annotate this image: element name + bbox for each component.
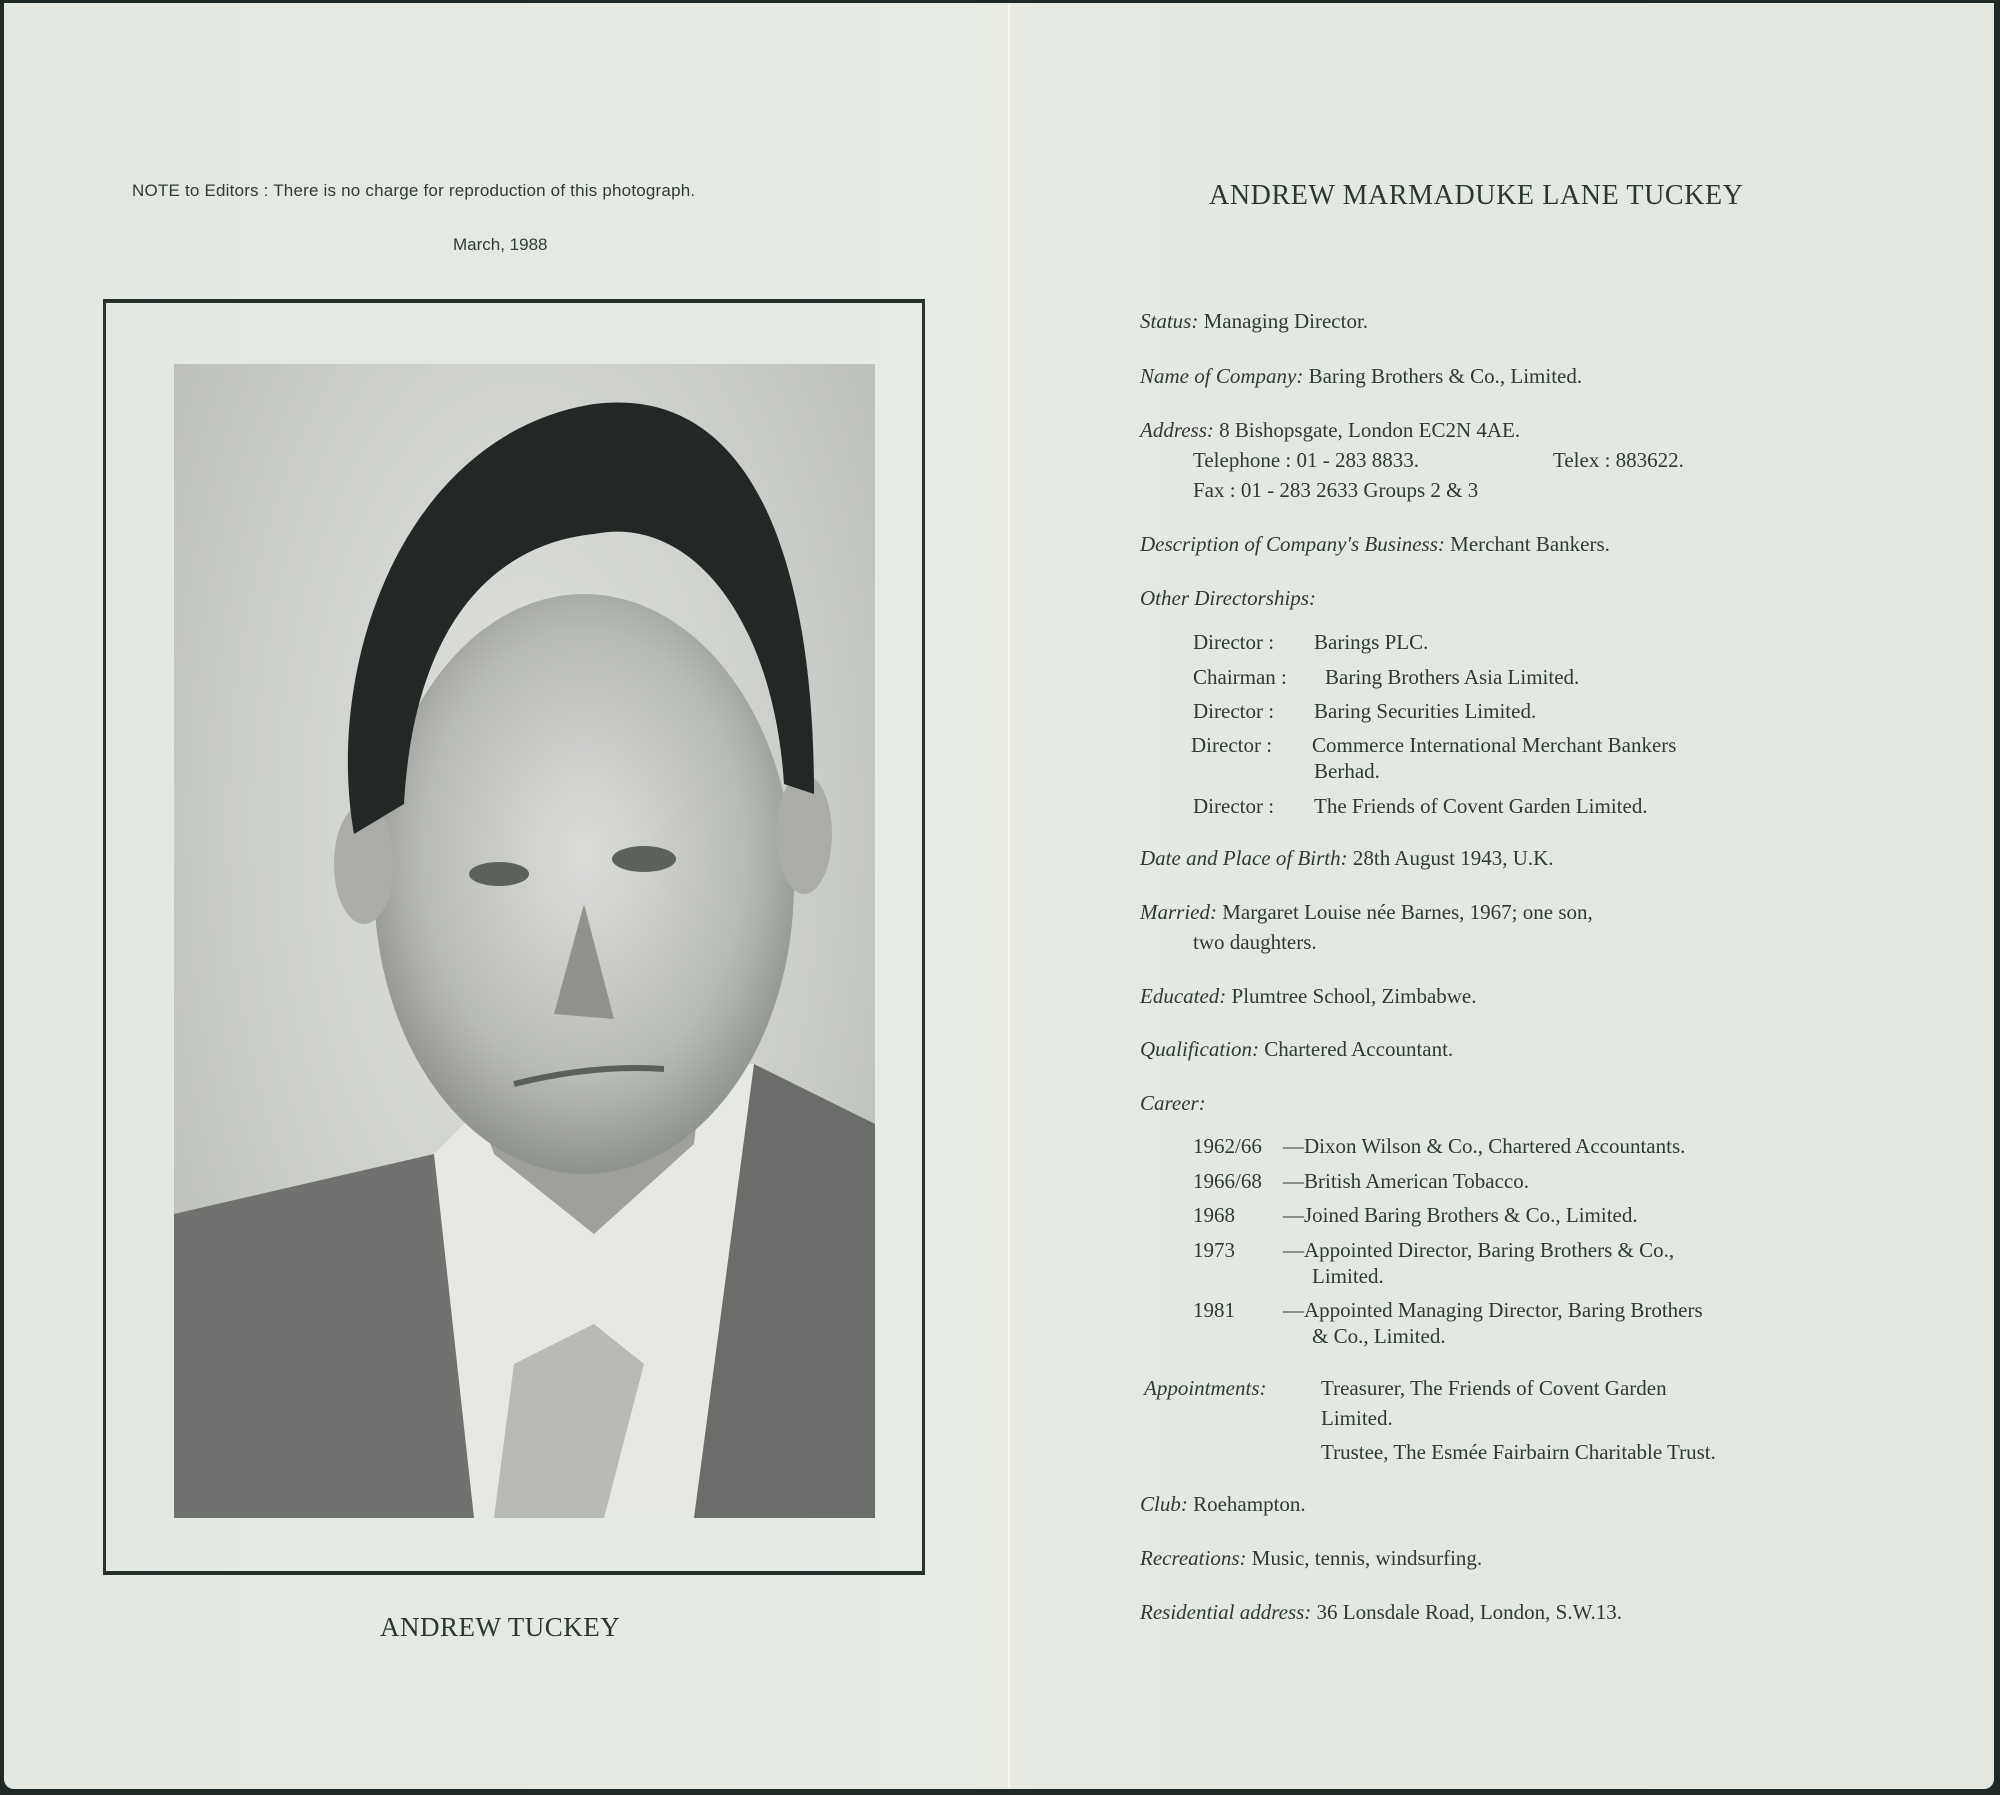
- residential-label: Residential address:: [1140, 1600, 1312, 1624]
- career-text: —Dixon Wilson & Co., Chartered Accountants.: [1283, 1134, 1686, 1158]
- career-text-cont: & Co., Limited.: [1312, 1324, 1446, 1348]
- career-text: —Joined Baring Brothers & Co., Limited.: [1283, 1203, 1638, 1227]
- address-label: Address:: [1140, 418, 1214, 442]
- status-row: [1140, 309, 1368, 334]
- educated-label: Educated:: [1140, 984, 1227, 1008]
- residential-value: 36 Lonsdale Road, London, S.W.13.: [1311, 1600, 1622, 1624]
- residential-row: [1140, 1600, 1622, 1625]
- photo-caption: ANDREW TUCKEY: [380, 1612, 621, 1642]
- directorship-org: The Friends of Covent Garden Limited.: [1314, 794, 1648, 818]
- business-value: Merchant Bankers.: [1444, 532, 1610, 556]
- appointment-item: Trustee, The Esmée Fairbairn Charitable Trust.: [1321, 1440, 1716, 1464]
- married-row: [1140, 900, 1593, 925]
- married-value-cont: two daughters.: [1193, 930, 1317, 954]
- company-value: Baring Brothers & Co., Limited.: [1303, 364, 1583, 388]
- recreations-label: Recreations:: [1140, 1546, 1247, 1570]
- club-label: Club:: [1140, 1492, 1188, 1516]
- qualification-label: Qualification:: [1140, 1037, 1259, 1061]
- center-fold: [1008, 3, 1010, 1789]
- career-years: 1968: [1193, 1203, 1235, 1227]
- directorship-org: Baring Securities Limited.: [1314, 699, 1537, 723]
- directorship-org: Barings PLC.: [1314, 630, 1429, 654]
- birth-value: 28th August 1943, U.K.: [1347, 846, 1554, 870]
- company-label: Name of Company:: [1140, 364, 1304, 388]
- educated-row: [1140, 984, 1477, 1009]
- biography-title: ANDREW MARMADUKE LANE TUCKEY: [1209, 180, 1744, 211]
- release-date: March, 1988: [453, 235, 548, 254]
- directorships-label: Other Directorships:: [1140, 586, 1316, 610]
- career-years: 1966/68: [1193, 1169, 1262, 1193]
- career-text: —Appointed Director, Baring Brothers & Co.,: [1283, 1238, 1675, 1262]
- directorship-org: Commerce International Merchant Bankers: [1312, 733, 1677, 757]
- appointments-label: Appointments:: [1144, 1376, 1267, 1400]
- directorship-org: Baring Brothers Asia Limited.: [1325, 665, 1580, 689]
- telephone: Telephone : 01 - 283 8833.: [1193, 448, 1419, 472]
- career-text-cont: Limited.: [1312, 1264, 1384, 1288]
- address-row: [1140, 418, 1520, 443]
- recreations-row: [1140, 1546, 1482, 1571]
- qualification-row: [1140, 1037, 1453, 1062]
- directorship-role: Director :: [1193, 794, 1275, 818]
- business-label: Description of Company's Business:: [1140, 532, 1445, 556]
- recreations-value: Music, tennis, windsurfing.: [1246, 1546, 1483, 1570]
- career-label: Career:: [1140, 1091, 1206, 1115]
- directorship-role: Chairman :: [1193, 665, 1287, 689]
- career-years: 1973: [1193, 1238, 1235, 1262]
- editor-note: NOTE to Editors : There is no charge for reproduction of this photograph.: [132, 181, 696, 200]
- address-value: 8 Bishopsgate, London EC2N 4AE.: [1213, 418, 1521, 442]
- status-label: Status:: [1140, 309, 1199, 333]
- career-text: —Appointed Managing Director, Baring Brothers: [1283, 1298, 1703, 1322]
- educated-value: Plumtree School, Zimbabwe.: [1226, 984, 1477, 1008]
- status-value: Managing Director.: [1198, 309, 1369, 333]
- directorship-role: Director :: [1193, 630, 1275, 654]
- club-value: Roehampton.: [1187, 1492, 1306, 1516]
- directorship-role: Director :: [1191, 733, 1273, 757]
- company-row: [1140, 364, 1582, 389]
- birth-label: Date and Place of Birth:: [1140, 846, 1348, 870]
- directorship-org-cont: Berhad.: [1314, 759, 1380, 783]
- directorship-role: Director :: [1193, 699, 1275, 723]
- appointment-item: Treasurer, The Friends of Covent Garden: [1321, 1376, 1667, 1400]
- appointment-item: Limited.: [1321, 1406, 1393, 1430]
- career-years: 1962/66: [1193, 1134, 1262, 1158]
- qualification-value: Chartered Accountant.: [1259, 1037, 1454, 1061]
- birth-row: [1140, 846, 1554, 871]
- fax: Fax : 01 - 283 2633 Groups 2 & 3: [1193, 478, 1479, 502]
- married-label: Married:: [1140, 900, 1217, 924]
- career-years: 1981: [1193, 1298, 1235, 1322]
- career-text: —British American Tobacco.: [1283, 1169, 1530, 1193]
- portrait-photo: [174, 364, 875, 1518]
- portrait-illustration: [174, 364, 875, 1518]
- club-row: [1140, 1492, 1306, 1517]
- telex: Telex : 883622.: [1553, 448, 1684, 472]
- married-value: Margaret Louise née Barnes, 1967; one son,: [1217, 900, 1593, 924]
- business-row: [1140, 532, 1610, 557]
